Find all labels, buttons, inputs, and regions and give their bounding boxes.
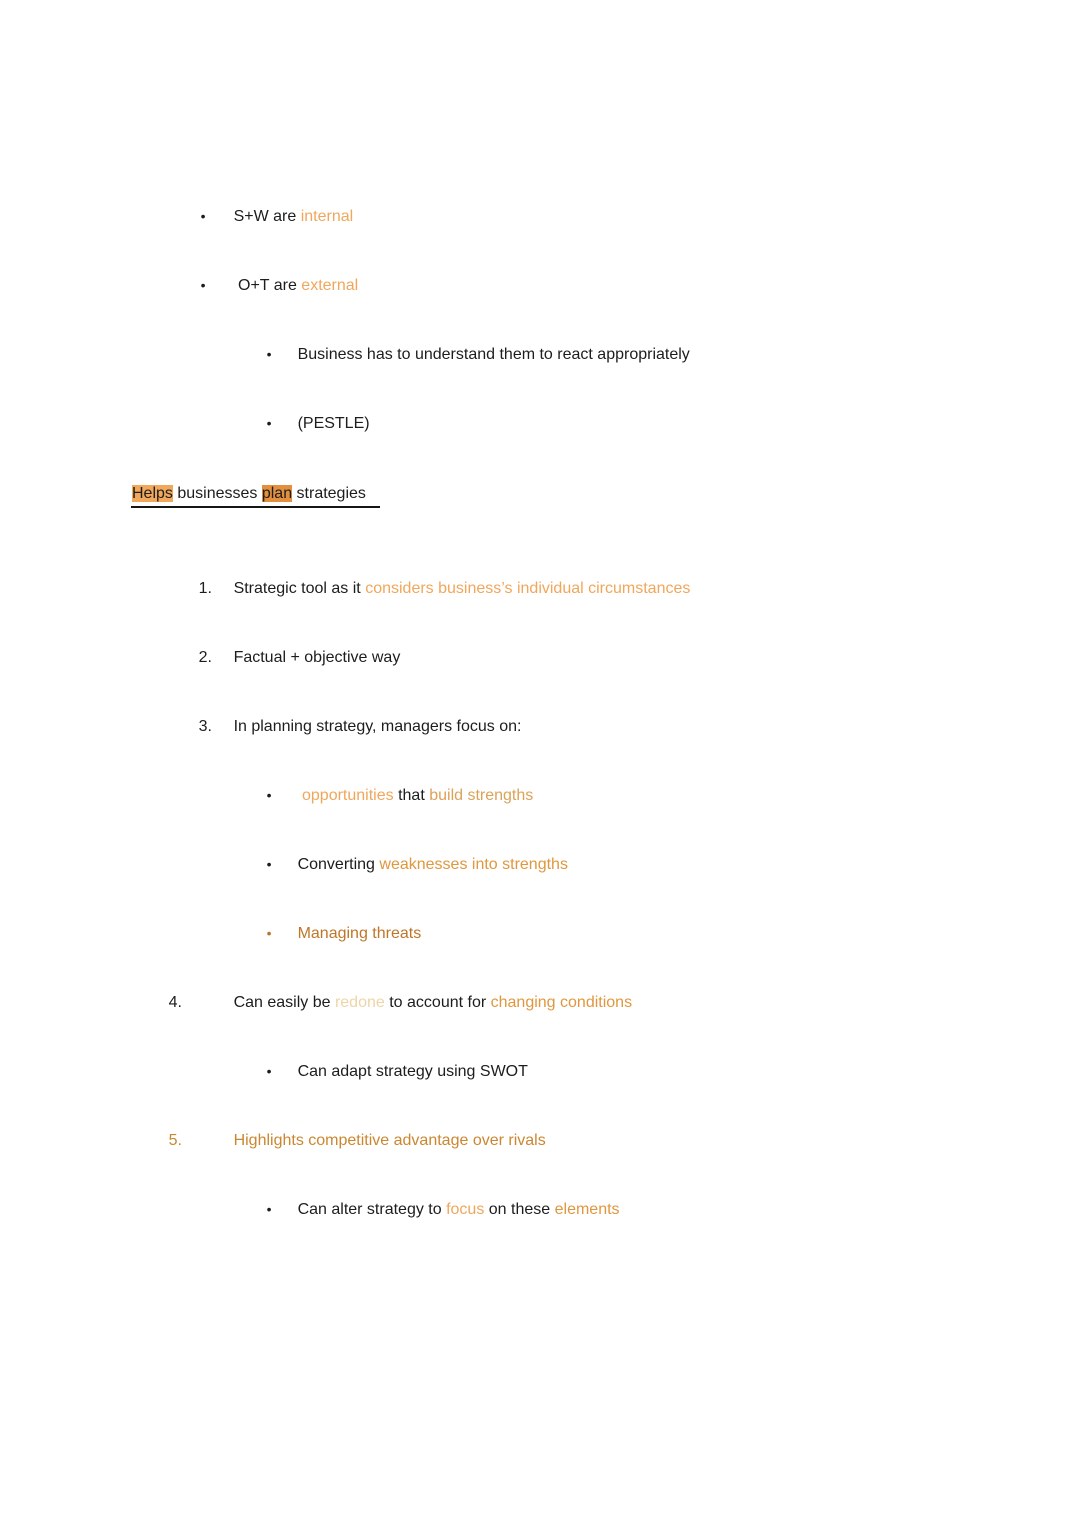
list-item-text: Factual + objective way <box>233 649 401 666</box>
bullet-icon: • <box>266 346 272 362</box>
numbered-item-4 <box>0 968 1080 1037</box>
bullet-icon: • <box>266 1201 272 1217</box>
list-item-text: Highlights competitive advantage over rivals <box>233 1132 546 1149</box>
numbered-item-3 <box>0 692 1080 761</box>
list-item-ot-external <box>0 251 1080 320</box>
list-item-text: Strategic tool as it considers business’s individual circumstances <box>233 580 691 597</box>
section-heading: Helps businesses plan strategies <box>131 482 380 508</box>
list-item-text: Can easily be redone to account for changing conditions <box>233 994 633 1011</box>
intro-bullet-list <box>0 182 1080 458</box>
list-item-text: Business has to understand them to react appropriately <box>297 346 690 363</box>
list-item-text: S+W are internal <box>233 208 354 225</box>
bullet-icon: • <box>266 1063 272 1079</box>
heading-line <box>0 458 1080 508</box>
bullet-icon: • <box>200 208 206 224</box>
bullet-icon: • <box>266 856 272 872</box>
numbered-item-5 <box>0 1106 1080 1175</box>
list-item-business-understand <box>0 320 1080 389</box>
list-item-opportunities <box>0 761 1080 830</box>
list-item-text: Can adapt strategy using SWOT <box>297 1063 528 1080</box>
list-item-text: (PESTLE) <box>297 415 370 432</box>
list-item-text: Can alter strategy to focus on these elements <box>297 1201 620 1218</box>
list-item-text: Converting weaknesses into strengths <box>297 856 568 873</box>
list-number: 4. <box>168 994 182 1011</box>
numbered-item-2 <box>0 623 1080 692</box>
list-item-managing-threats <box>0 899 1080 968</box>
bullet-icon: • <box>200 277 206 293</box>
list-number: 5. <box>168 1132 182 1149</box>
list-item-adapt-strategy <box>0 1037 1080 1106</box>
list-item-alter-strategy <box>0 1175 1080 1244</box>
list-number: 2. <box>198 649 212 666</box>
list-number: 3. <box>198 718 212 735</box>
bullet-icon: • <box>266 925 272 941</box>
list-item-text: O+T are external <box>233 277 359 294</box>
list-item-text: Managing threats <box>297 925 422 942</box>
numbered-list <box>0 554 1080 1244</box>
bullet-icon: • <box>266 787 272 803</box>
numbered-item-1 <box>0 554 1080 623</box>
list-item-pestle <box>0 389 1080 458</box>
list-item-converting-weaknesses <box>0 830 1080 899</box>
list-item-text: opportunities that build strengths <box>297 787 534 804</box>
list-item-sw-internal <box>0 182 1080 251</box>
list-number: 1. <box>198 580 212 597</box>
bullet-icon: • <box>266 415 272 431</box>
list-item-text: In planning strategy, managers focus on: <box>233 718 522 735</box>
